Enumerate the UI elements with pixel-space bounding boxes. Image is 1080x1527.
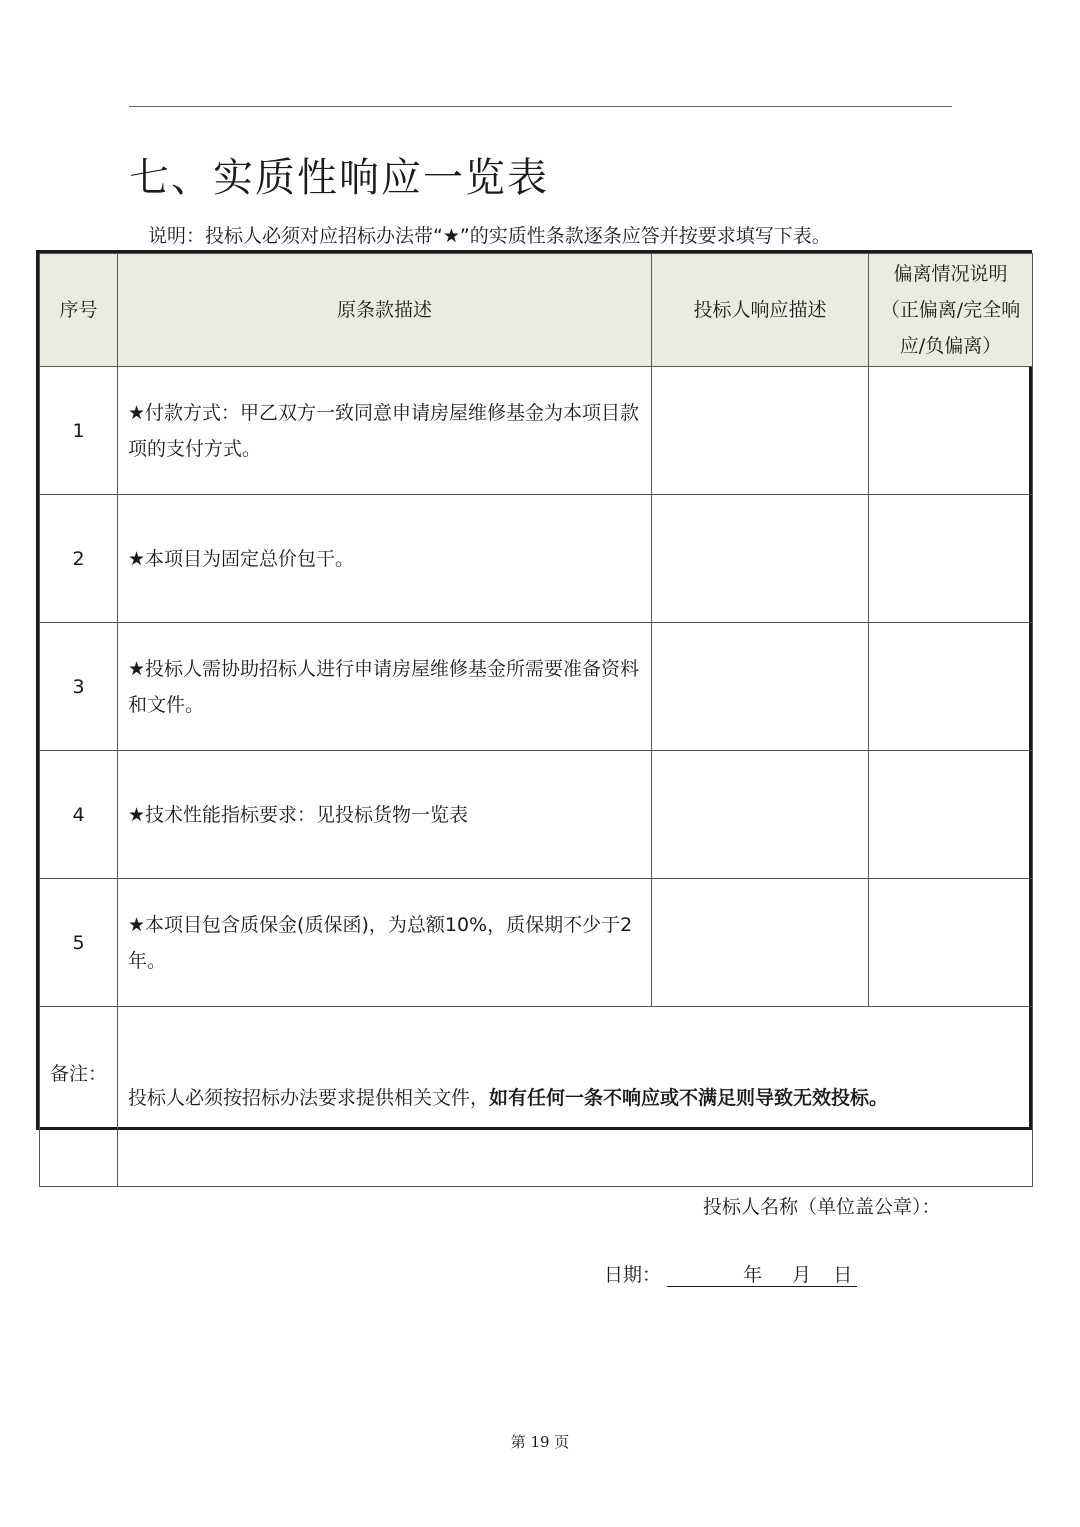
page-number: 第 19 页 <box>510 1433 570 1451</box>
header-seq: 序号 <box>40 254 118 367</box>
row-response-cell[interactable] <box>652 879 869 1007</box>
instruction-text: 说明：投标人必须对应招标办法带“★”的实质性条款逐条应答并按要求填写下表。 <box>148 225 831 247</box>
table-header-row <box>40 254 1033 367</box>
date-day: 日 <box>833 1264 853 1286</box>
row-seq: 4 <box>40 751 118 879</box>
row-description: ★本项目为固定总价包干。 <box>118 495 652 623</box>
bidder-name-label: 投标人名称（单位盖公章）： <box>703 1196 941 1218</box>
row-deviation-cell[interactable] <box>869 751 1033 879</box>
page-title: 七、实质性响应一览表 <box>129 155 549 201</box>
remark-row <box>40 1007 1033 1187</box>
date-blank-field[interactable] <box>667 1264 857 1287</box>
row-deviation-cell[interactable] <box>869 879 1033 1007</box>
header-original-clause: 原条款描述 <box>118 254 652 367</box>
row-response-cell[interactable] <box>652 623 869 751</box>
remark-label: 备注： <box>40 1007 118 1187</box>
header-deviation-line: 应/负偏离） <box>899 335 1002 357</box>
row-description: ★投标人需协助招标人进行申请房屋维修基金所需要准备资料和文件。 <box>118 623 652 751</box>
row-seq: 1 <box>40 367 118 495</box>
header-rule <box>129 106 952 107</box>
remark-text <box>118 1007 1033 1187</box>
remark-text-bold: 如有任何一条不响应或不满足则导致无效投标。 <box>489 1087 889 1109</box>
row-description: ★技术性能指标要求：见投标货物一览表 <box>118 751 652 879</box>
row-seq: 5 <box>40 879 118 1007</box>
table-row <box>40 751 1033 879</box>
response-table <box>36 250 1032 1130</box>
row-response-cell[interactable] <box>652 367 869 495</box>
row-seq: 3 <box>40 623 118 751</box>
table-row <box>40 879 1033 1007</box>
date-month: 月 <box>792 1264 812 1286</box>
header-deviation-line: 偏离情况说明 <box>893 263 1008 285</box>
row-deviation-cell[interactable] <box>869 495 1033 623</box>
row-seq: 2 <box>40 495 118 623</box>
date-line <box>604 1260 857 1287</box>
row-description: ★付款方式：甲乙双方一致同意申请房屋维修基金为本项目款项的支付方式。 <box>118 367 652 495</box>
header-bidder-response: 投标人响应描述 <box>652 254 869 367</box>
date-year: 年 <box>743 1264 763 1286</box>
table-row <box>40 367 1033 495</box>
header-deviation-line: （正偏离/完全响 <box>880 299 1021 321</box>
row-response-cell[interactable] <box>652 495 869 623</box>
row-deviation-cell[interactable] <box>869 367 1033 495</box>
row-description: ★本项目包含质保金(质保函)，为总额10%，质保期不少于2年。 <box>118 879 652 1007</box>
table-row <box>40 495 1033 623</box>
header-deviation <box>869 254 1033 367</box>
remark-text-normal: 投标人必须按招标办法要求提供相关文件， <box>128 1087 490 1109</box>
row-deviation-cell[interactable] <box>869 623 1033 751</box>
row-response-cell[interactable] <box>652 751 869 879</box>
table-row <box>40 623 1033 751</box>
date-label: 日期： <box>604 1264 662 1286</box>
